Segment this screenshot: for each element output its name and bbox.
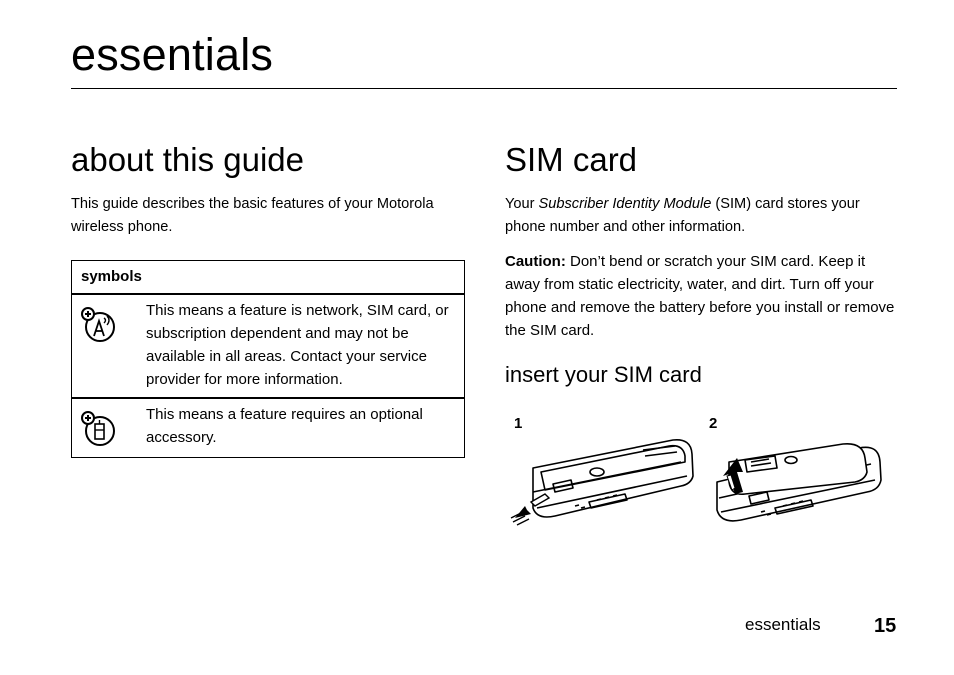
- about-intro: This guide describes the basic features of your Motorola wireless phone.: [71, 196, 434, 235]
- symbols-table: [71, 260, 465, 458]
- step-2-number: 2: [709, 415, 718, 432]
- caution-text: Don’t bend or scratch your SIM card. Keep it away from static electricity, water, and dirt. Turn off your phone and remove the battery before you install or remove the SIM card.: [505, 253, 895, 339]
- sim-intro-suffix: (SIM) card stores your phone number and other information.: [505, 196, 860, 235]
- symbols-row-accessory: [72, 399, 464, 457]
- insert-sim-subheading: insert your SIM card: [505, 362, 702, 387]
- sim-caution: [505, 250, 897, 342]
- sim-intro-prefix: Your: [505, 196, 539, 212]
- phone-insert-sim-illustration: [505, 432, 695, 527]
- accessory-feature-icon: [80, 409, 118, 447]
- footer-section-label: essentials: [745, 615, 821, 634]
- page-title: essentials: [71, 29, 274, 80]
- step-1-number: 1: [514, 415, 523, 432]
- page-number: 15: [874, 615, 897, 637]
- sim-intro: [505, 193, 897, 239]
- network-feature-icon: [80, 305, 118, 343]
- symbols-table-header: symbols: [72, 261, 464, 295]
- symbols-row-network-text: This means a feature is network, SIM card, or subscription dependent and may not be available in all areas. Contact your service provider for more information.: [146, 302, 449, 388]
- symbols-row-accessory-text: This means a feature requires an optional accessory.: [146, 406, 423, 446]
- about-heading: about this guide: [71, 141, 305, 178]
- sim-heading: SIM card: [505, 141, 638, 178]
- title-divider: [71, 88, 897, 89]
- symbols-row-network: [72, 295, 464, 399]
- phone-close-cover-illustration: [705, 432, 885, 527]
- sim-intro-term: Subscriber Identity Module: [538, 196, 712, 212]
- caution-label: Caution:: [505, 253, 566, 270]
